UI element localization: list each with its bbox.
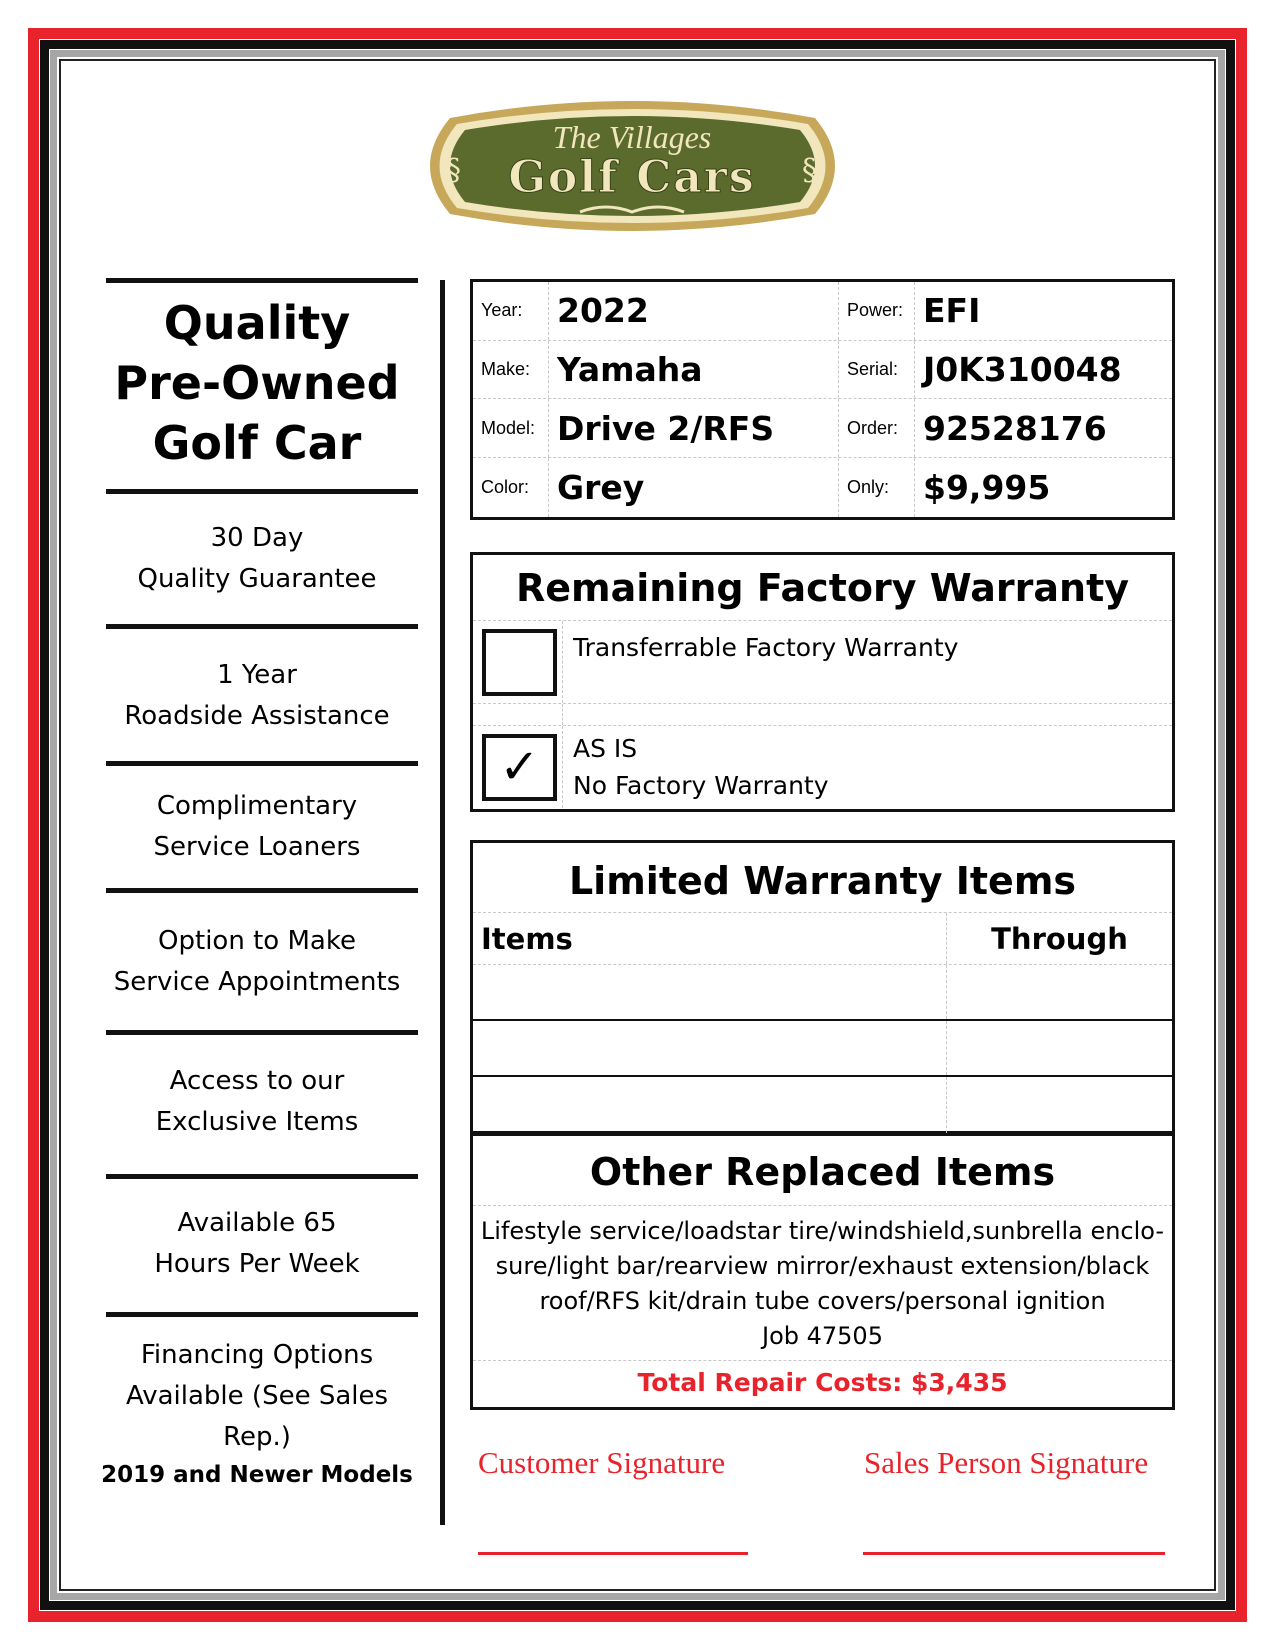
page-title <box>92 283 422 489</box>
option-label <box>563 726 829 808</box>
info-row <box>473 341 1172 400</box>
label-make: Make: <box>473 341 549 399</box>
through-cell[interactable] <box>947 965 1172 1019</box>
option-line: Transferrable Factory Warranty <box>573 633 959 662</box>
perk-line: 1 Year <box>217 660 297 690</box>
warranty-option <box>473 621 1172 704</box>
perk-service-appointments <box>92 893 422 1030</box>
value-color: Grey <box>549 458 839 517</box>
table-row <box>473 965 1172 1021</box>
option-line: No Factory Warranty <box>573 771 829 800</box>
customer-signature-label: Customer Signature <box>478 1445 726 1480</box>
table-row <box>473 1021 1172 1077</box>
item-cell[interactable] <box>473 965 947 1019</box>
vehicle-info-table <box>470 279 1175 520</box>
through-cell[interactable] <box>947 1077 1172 1133</box>
perk-line: Exclusive Items <box>155 1107 359 1137</box>
villages-golf-cars-logo <box>410 96 855 236</box>
perk-line: Roadside Assistance <box>124 701 390 731</box>
value-make: Yamaha <box>549 341 839 399</box>
total-repair-costs: Total Repair Costs: $3,435 <box>637 1368 1008 1397</box>
checkbox-cell <box>473 621 563 703</box>
header-items: Items <box>473 913 947 964</box>
title-line-2: Pre-Owned <box>114 356 400 410</box>
warranty-option <box>473 726 1172 808</box>
svg-text:§: § <box>802 153 817 188</box>
svg-text:§: § <box>446 153 461 188</box>
label-color: Color: <box>473 458 549 517</box>
value-price: $9,995 <box>923 467 1051 507</box>
value-serial: J0K310048 <box>923 350 1122 390</box>
left-panel <box>92 278 422 1492</box>
section-title: Remaining Factory Warranty <box>473 555 1172 621</box>
financing-note: 2019 and Newer Models <box>101 1462 413 1488</box>
factory-warranty-section <box>470 552 1175 812</box>
label-power: Power: <box>839 282 915 340</box>
header-through: Through <box>991 922 1128 956</box>
title-line-3: Golf Car <box>152 416 362 470</box>
perk-line: Access to our <box>169 1066 345 1096</box>
perk-service-loaners <box>92 766 422 888</box>
value-order: 92528176 <box>923 408 1107 448</box>
perk-exclusive-items <box>92 1035 422 1174</box>
checkmark-icon: ✓ <box>499 739 540 795</box>
info-row <box>473 458 1172 517</box>
label-serial: Serial: <box>839 341 915 399</box>
perk-line: Service Appointments <box>113 967 401 997</box>
spacer-row <box>473 704 1172 726</box>
section-title: Limited Warranty Items <box>473 843 1172 913</box>
perk-line: Complimentary <box>156 791 358 821</box>
perk-line: Quality Guarantee <box>137 564 377 594</box>
checkbox-cell <box>473 704 563 725</box>
perk-line: Hours Per Week <box>154 1249 360 1279</box>
perk-line: Available 65 <box>177 1208 337 1238</box>
value-power: EFI <box>923 291 981 331</box>
option-label <box>563 621 958 703</box>
title-line-1: Quality <box>163 296 351 350</box>
perk-roadside-assistance <box>92 629 422 761</box>
item-cell[interactable] <box>473 1021 947 1075</box>
column-divider <box>440 280 445 1525</box>
customer-signature-line[interactable] <box>478 1552 748 1555</box>
text-line: roof/RFS kit/drain tube covers/personal ignition <box>539 1287 1106 1315</box>
sales-person-signature-label: Sales Person Signature <box>864 1445 1149 1480</box>
label-year: Year: <box>473 282 549 340</box>
item-cell[interactable] <box>473 1077 947 1133</box>
other-replaced-items-section <box>470 1133 1175 1410</box>
svg-text:The Villages: The Villages <box>552 119 712 155</box>
text-line: Lifestyle service/loadstar tire/windshield,sunbrella enclo- <box>480 1217 1165 1245</box>
perk-line: Available (See Sales Rep.) <box>125 1381 389 1452</box>
perk-line: Service Loaners <box>153 832 361 862</box>
svg-text:Golf Cars: Golf Cars <box>508 152 756 203</box>
label-order: Order: <box>839 399 915 457</box>
limited-warranty-section <box>470 840 1175 1134</box>
label-model: Model: <box>473 399 549 457</box>
checkbox-cell <box>473 726 563 808</box>
perk-quality-guarantee <box>92 494 422 624</box>
perk-hours-per-week <box>92 1179 422 1312</box>
job-number: Job 47505 <box>762 1322 883 1350</box>
value-model: Drive 2/RFS <box>549 399 839 457</box>
value-year: 2022 <box>549 282 839 340</box>
table-row <box>473 1077 1172 1133</box>
info-row <box>473 399 1172 458</box>
transferrable-warranty-checkbox[interactable] <box>482 629 557 696</box>
replaced-items-text <box>473 1206 1172 1361</box>
section-title: Other Replaced Items <box>473 1136 1172 1206</box>
perk-line: 30 Day <box>210 523 304 553</box>
text-line: sure/light bar/rearview mirror/exhaust extension/black <box>495 1252 1150 1280</box>
option-line: AS IS <box>573 734 638 763</box>
label-price: Only: <box>839 458 915 517</box>
info-row <box>473 282 1172 341</box>
through-cell[interactable] <box>947 1021 1172 1075</box>
table-header <box>473 913 1172 965</box>
perk-line: Financing Options <box>140 1340 374 1370</box>
perk-line: Option to Make <box>158 926 356 956</box>
perk-financing-options <box>92 1317 422 1492</box>
as-is-checkbox[interactable] <box>482 734 557 801</box>
sales-signature-line[interactable] <box>863 1552 1165 1555</box>
